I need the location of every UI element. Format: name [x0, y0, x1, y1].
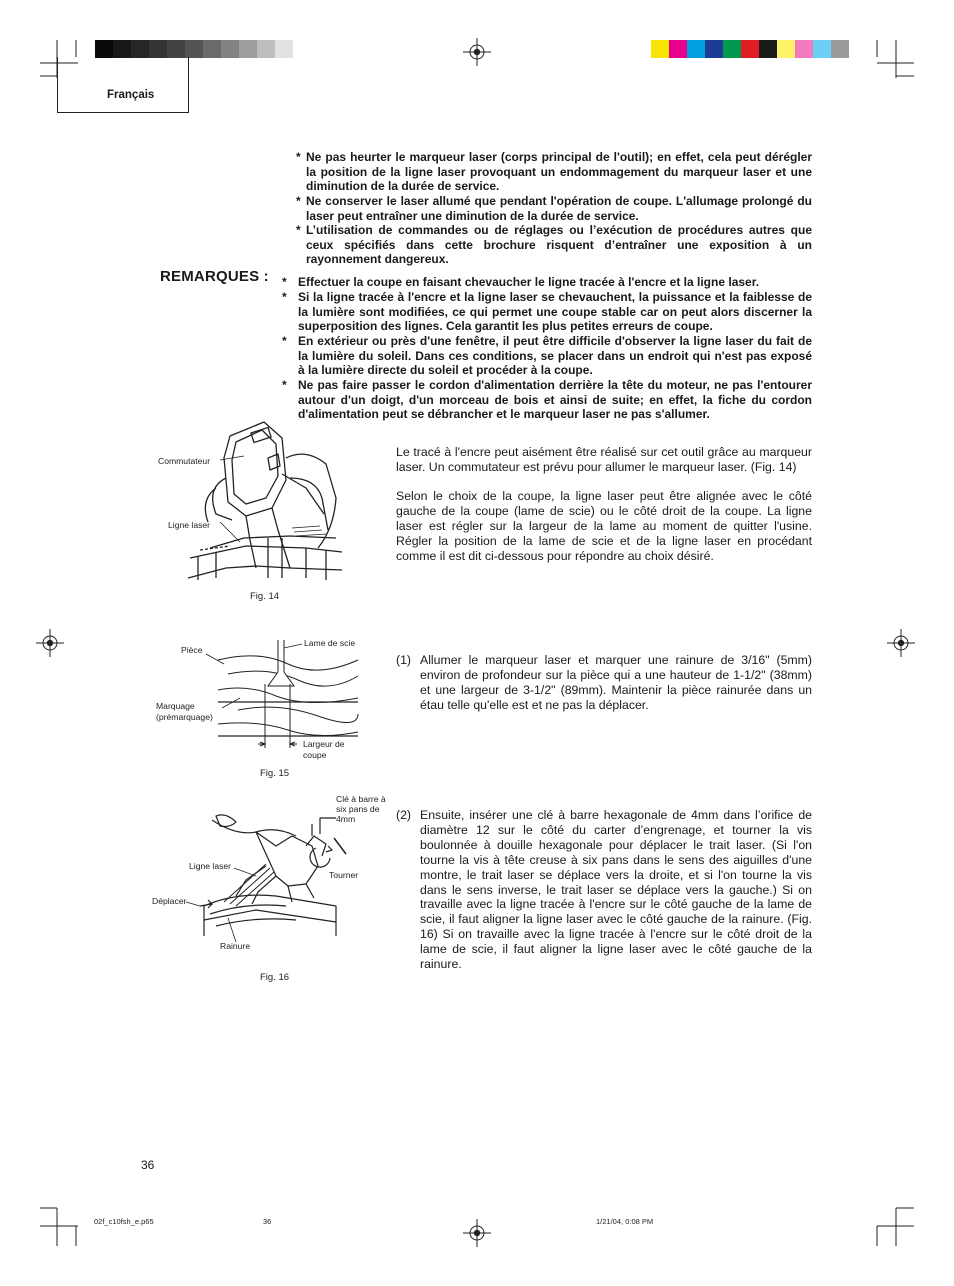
color-calibration-bar	[651, 40, 849, 58]
calibration-swatch	[831, 40, 849, 58]
warning-text: L’utilisation de commandes ou de réglages ou l’exécution de procédures autres que ceux spécifiés dans cette brochure risquent d’entraîner une exposition à un rayonnement dangereux.	[306, 223, 812, 267]
calibration-swatch	[113, 40, 131, 58]
fig15-label-piece: Pièce	[181, 645, 203, 655]
calibration-swatch	[669, 40, 687, 58]
footer-date: 1/21/04, 0:08 PM	[596, 1217, 654, 1226]
registration-mark-bottom	[463, 1219, 493, 1249]
fig16-adjustment-illustration	[196, 806, 346, 946]
warning-item	[296, 223, 812, 267]
fig16-label-wrench: Clé à barre à	[336, 794, 386, 804]
remark-item	[282, 334, 812, 378]
bullet: *	[296, 194, 301, 208]
bullet: *	[282, 290, 287, 304]
fig14-caption: Fig. 14	[250, 591, 280, 602]
fig15-label-blade: Lame de scie	[304, 638, 356, 648]
fig14-label-switch: Commutateur	[158, 456, 211, 466]
calibration-swatch	[203, 40, 221, 58]
fig16-caption: Fig. 16	[260, 972, 290, 983]
fig15-label-marking: Marquage	[156, 701, 195, 711]
calibration-swatch	[777, 40, 795, 58]
calibration-swatch	[813, 40, 831, 58]
calibration-swatch	[651, 40, 669, 58]
calibration-swatch	[239, 40, 257, 58]
step-number: (2)	[396, 808, 412, 822]
bullet: *	[282, 275, 287, 289]
calibration-swatch	[687, 40, 705, 58]
fig16-label-groove: Rainure	[220, 941, 251, 951]
warning-text: Ne pas heurter le marqueur laser (corps principal de l'outil); en effet, cela peut dérégler la position de la ligne laser provoquant un endommagement du marqueur laser et une diminution de la durée de service.	[306, 150, 812, 194]
fig16-label-wrench-2: six pans de	[336, 804, 380, 814]
fig15-label-leaders	[200, 650, 300, 710]
language-tab	[57, 57, 189, 113]
fig14-miter-saw-illustration	[186, 418, 346, 583]
calibration-swatch	[149, 40, 167, 58]
calibration-swatch	[95, 40, 113, 58]
fig14-label-laser-line: Ligne laser	[168, 520, 211, 530]
calibration-swatch	[167, 40, 185, 58]
bullet: *	[296, 223, 301, 237]
warning-item	[296, 194, 812, 223]
calibration-swatch	[705, 40, 723, 58]
language-label: Français	[107, 89, 155, 101]
calibration-swatch	[275, 40, 293, 58]
fig16-label-laser-line: Ligne laser	[189, 861, 232, 871]
remark-text: En extérieur ou près d'une fenêtre, il peut être difficile d'observer la ligne laser du fait de la lumière du soleil. Dans ces conditions, se placer dans un endroit qui n'est pas exposé à la lumière directe du soleil et procéder à la coupe.	[298, 334, 812, 378]
step-item	[396, 808, 812, 972]
calibration-swatch	[795, 40, 813, 58]
bullet: *	[282, 334, 287, 348]
registration-mark-top	[463, 38, 493, 68]
bullet: *	[282, 378, 287, 392]
step-text: Allumer le marqueur laser et marquer une rainure de 3/16" (5mm) environ de profondeur sur la pièce qui a une hauteur de 1-1/2" (38mm) et une largeur de 3-1/2" (89mm). Maintenir la pièce rainurée dans un étau telle qu'elle est et ne pas la déplacer.	[420, 653, 812, 712]
calibration-swatch	[741, 40, 759, 58]
fig15-label-kerf-sub: coupe	[303, 750, 327, 760]
bullet: *	[296, 150, 301, 164]
calibration-swatch	[131, 40, 149, 58]
fig16-label-move: Déplacer	[152, 896, 187, 906]
fig15-label-marking-sub: (prémarquage)	[156, 712, 213, 722]
remark-text: Ne pas faire passer le cordon d'alimentation derrière la tête du moteur, ne pas l'entourer autour d'un doigt, d'un morceau de bois et ainsi de suite; en effet, la fiche du cordon d'alimentation peut se débrancher et le marqueur laser ne pas s'allumer.	[298, 378, 812, 422]
remark-text: Effectuer la coupe en faisant chevaucher le ligne tracée à l'encre et la ligne laser.	[298, 275, 760, 289]
registration-mark-right	[887, 629, 917, 659]
warning-text: Ne conserver le laser allumé que pendant l'opération de coupe. L'allumage prolongé du laser peut entraîner une diminution de la durée de service.	[306, 194, 812, 223]
fig15-caption: Fig. 15	[260, 768, 290, 779]
fig15-label-kerf: Largeur de	[303, 739, 345, 749]
grey-calibration-bar	[95, 40, 293, 58]
intro-paragraph: Le tracé à l'encre peut aisément être réalisé sur cet outil grâce au marqueur laser. Un commutateur est prévu pour allumer le marqueur laser. (Fig. 14)	[396, 445, 812, 474]
calibration-swatch	[723, 40, 741, 58]
remark-item	[282, 378, 812, 422]
footer-page: 36	[263, 1217, 272, 1226]
step-number: (1)	[396, 653, 412, 667]
warning-item	[296, 150, 812, 194]
page-number: 36	[141, 1158, 155, 1172]
remark-item	[282, 290, 812, 334]
remark-text: Si la ligne tracée à l'encre et la ligne laser se chevauchent, la puissance et la faiblesse de la lumière sont modifiées, ce qui permet une coupe stable car on peut alors discerner la superposition des lignes. Cela garantit les plus petites erreurs de coupe.	[298, 290, 812, 334]
footer-filename: 02f_c10fsh_e.p65	[94, 1217, 154, 1226]
calibration-swatch	[221, 40, 239, 58]
fig16-label-wrench-3: 4mm	[336, 814, 356, 824]
registration-mark-left	[36, 629, 66, 659]
fig16-label-turn: Tourner	[329, 870, 359, 880]
remarques-heading: REMARQUES :	[160, 268, 269, 285]
step-text: Ensuite, insérer une clé à barre hexagonale de 4mm dans l’orifice de diamètre 12 sur le côté du carter d’engrenage, et tourner la vis boulonnée à douille hexagonale pour déplacer le trait laser. (Si l'on tourne la vis à tête creuse à six pans dans le sens des aiguilles d'une montre, le trait laser se déplace vers la droite, et si l'on tourne la vis dans le sens inverse, le trait laser se déplace vers la gauche.) Si on travaille avec la ligne tracée à l'encre sur le côté gauche de la lame de scie, il faut aligner la ligne laser avec le côté gauche de la rainure. (Fig. 16) Si on travaille avec la ligne tracée à l'encre sur le côté droit de la lame de scie, il faut aligner la ligne laser avec le côté gauche de la rainure.	[420, 808, 812, 972]
calibration-swatch	[759, 40, 777, 58]
remark-item	[282, 275, 812, 290]
calibration-swatch	[185, 40, 203, 58]
intro-paragraph: Selon le choix de la coupe, la ligne laser peut être alignée avec le côté gauche de la coupe (lame de scie) ou le côté droit de la coupe. La ligne laser est régler sur la largeur de la lame au moment de quitter l'usine. Régler la position de la lame de scie et de la ligne laser en procédant comme il est dit ci-dessous pour répondre au choix désiré.	[396, 489, 812, 563]
step-item	[396, 653, 812, 713]
calibration-swatch	[257, 40, 275, 58]
